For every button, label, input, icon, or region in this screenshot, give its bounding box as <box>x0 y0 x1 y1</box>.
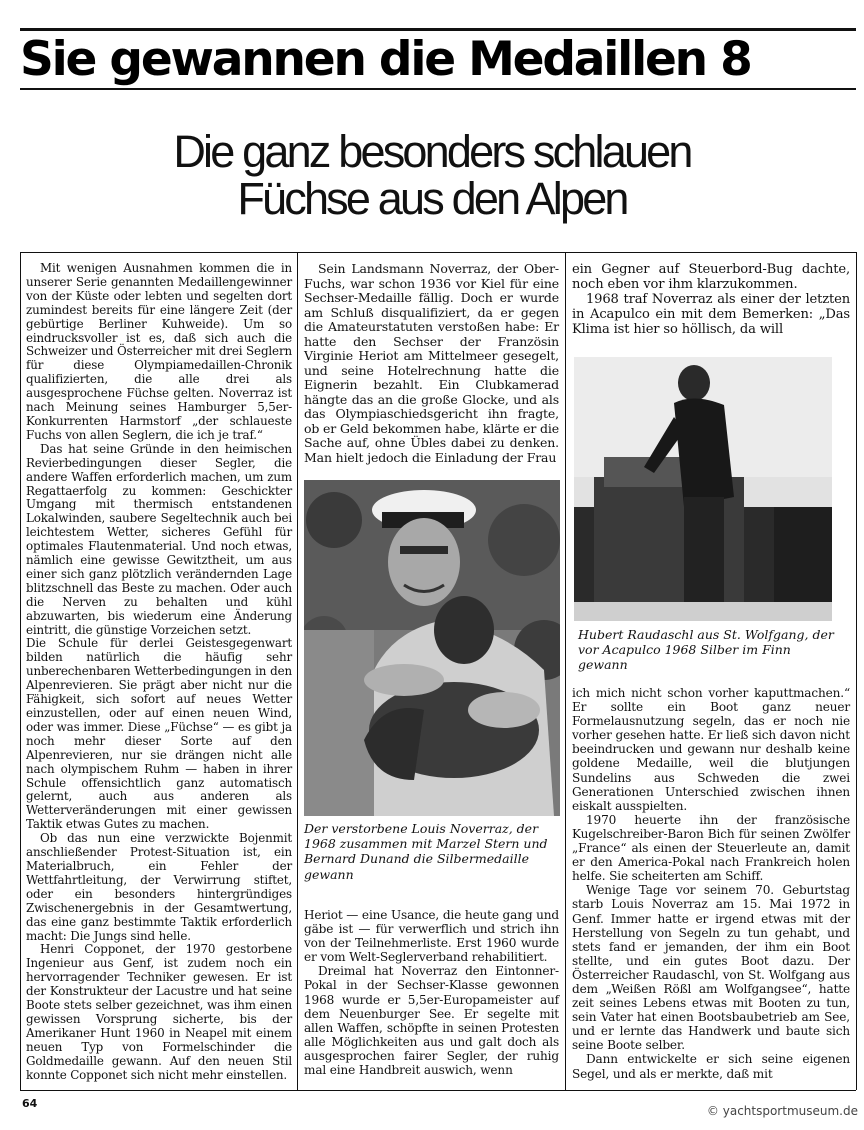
caption-raudaschl: Hubert Raudaschl aus St. Wolfgang, der vor Acapulco 1968 Silber im Finn gewann <box>578 627 834 673</box>
paragraph: ich mich nicht schon vorher kaputtmachen.“ Er sollte ein Boot ganz neuer Formelausnutzung segeln, das er noch nie vorher gesehen hatte. Er ließ sich davon nicht beeindrucken und gewann nur deshalb keine goldene Medaille, weil die blutjungen Sundelins aus Schweden die zwei Generationen Unterschied zwischen ihnen eiskalt ausspielten. <box>572 686 850 813</box>
paragraph: Ob das nun eine verzwickte Bojenmit anschließender Protest-Situation ist, ein Materialbruch, ein Fehler der Wettfahrtleitung, der Verwirrung stiftet, oder ein besonders hintergründiges Zwischenergebnis in der Gesamtwertung, das eine ganz bestimmte Taktik erforderlich macht: Die Jungs sind helle. <box>26 831 292 943</box>
rubric-bar <box>20 28 856 90</box>
paragraph: ein Gegner auf Steuerbord-Bug dachte, noch eben vor ihm klarzukommen. <box>572 262 850 293</box>
series-rubric: Sie gewannen die Medaillen 8 <box>20 32 751 87</box>
column-rule-2 <box>565 252 566 1090</box>
photo-noverraz <box>304 480 560 816</box>
paragraph: Henri Copponet, der 1970 gestorbene Ingenieur aus Genf, ist zudem noch ein hervorragender Techniker gewesen. Er ist der Konstrukteur der Lacustre und hat seine Boote stets selber gezeichnet, was ihm einen gewissen Vorsprung sicherte, bis der Amerikaner Hunt 1960 in Neapel mit einem neuen Typ von Formelschinder die Goldmedaille gewann. Auf den neuen Stil konnte Copponet sich nicht mehr einstellen. <box>26 942 292 1082</box>
headline-rule <box>20 252 856 253</box>
headline-line-2: Füchse aus den Alpen <box>237 173 627 224</box>
paragraph: Mit wenigen Ausnahmen kommen die in unserer Serie genannten Medaillengewinner von der Küste oder lebten und segelten dort zumindest bereits für eine längere Zeit (der gebürtige Berliner Kuhweide). Um so eindrucksvoller ist es, daß sich auch die Schweizer und Österreicher mit drei Seglern für diese Olympiamedaillen-Chronik qualifizierten, die alle drei als ausgesprochene Füchse gelten. Noverraz ist nach Meinung seines Hamburger 5,5er-Konkurrenten Harmstorf „der schlaueste Fuchs von allen Seglern, die ich je traf.“ <box>26 261 292 442</box>
paragraph: Sein Landsmann Noverraz, der Ober-Fuchs, war schon 1936 vor Kiel für eine Sechser-Medaille fällig. Doch er wurde am Schluß disqualifiziert, da er gegen die Amateurstatuten verstoßen habe: Er hatte den Sechser der Französin Virginie Heriot am Mittelmeer gesegelt, und seine Hotelrechnung hatte die Eignerin bezahlt. Ein Clubkamerad hängte das an die große Glocke, und als das Olympiaschiedsgericht ihn fragte, ob er Geld bekommen habe, klärte er die Sache auf, ohne Übles dabei zu denken. Man hielt jedoch die Einladung der Frau <box>304 261 559 465</box>
page-number: 64 <box>22 1097 38 1110</box>
paragraph: Wenige Tage vor seinem 70. Geburtstag starb Louis Noverraz am 15. Mai 1972 in Genf. Immer hatte er irgend etwas mit der Herstellung von Segeln zu tun gehabt, und stets fand er jemanden, der ihm ein Boot stellte, und ein gutes Boot dazu. Der Österreicher Raudaschl, von St. Wolfgang aus dem „Weißen Rößl am Wolfgangsee“, hatte zeit seines Lebens etwas mit Booten zu tun, sein Vater hat einen Bootsbaubetrieb am See, und er lernte das Handwerk und baute sich seine Boote selber. <box>572 883 850 1053</box>
paragraph: Dann entwickelte er sich seine eigenen Segel, und als er merkte, daß mit <box>572 1052 850 1081</box>
headline <box>0 128 864 222</box>
paragraph: 1968 traf Noverraz als einer der letzten in Acapulco ein mit dem Bemerken: „Das Klima ist hier so höllisch, da will <box>572 292 850 338</box>
right-border <box>856 252 857 1090</box>
headline-line-1: Die ganz besonders schlauen <box>173 126 691 177</box>
paragraph: Das hat seine Gründe in den heimischen Revierbedingungen dieser Segler, die andere Waffen erforderlich machen, um zum Regattaerfolg zu kommen: Geschickter Umgang mit thermisch entstandenen Lokalwinden, saubere Segeltechnik auch bei leichtestem Wetter, sicheres Gefühl für optimales Flautenmaterial. Und noch etwas, nämlich eine gewisse Gewitztheit, um aus einer sich ganz plötzlich verändernden Lage blitzschnell das Beste zu machen. Oder auch die Nerven zu behalten und kühl abzuwarten, bis wiederum eine Änderung eintritt, die günstige Vorzeichen setzt. <box>26 441 292 637</box>
photo-noverraz-image <box>304 480 560 816</box>
watermark: © yachtsportmuseum.de <box>706 1104 858 1118</box>
column-rule-1 <box>297 252 298 1090</box>
photo-raudaschl-image <box>574 357 832 621</box>
bottom-rule <box>20 1090 856 1091</box>
column-1 <box>26 262 292 1082</box>
paragraph: Dreimal hat Noverraz den Eintonner-Pokal in der Sechser-Klasse gewonnen 1968 wurde er 5,5er-Europameister auf dem Neuenburger See. Er segelte mit allen Waffen, schöpfte in seinen Protesten alle Möglichkeiten aus und galt doch als ausgesprochen fairer Segler, der ruhig mal eine Handbreit auswich, wenn <box>304 964 559 1078</box>
column-2-bottom <box>304 908 559 1084</box>
paragraph: 1970 heuerte ihn der französische Kugelschreiber-Baron Bich für seinen Zwölfer „France“ als einen der Steuerleute an, damit er den America-Pokal nach Frankreich holen helfe. Sie scheiterten am Schiff. <box>572 812 850 884</box>
paragraph: Die Schule für derlei Geistesgegenwart bilden natürlich die häufig sehr unberechenbaren Wetterbedingungen in den Alpenrevieren. Sie prägt aber nicht nur die Fähigkeit, sich sofort auf neues Wetter einzustellen, oder auf einen neuen Wind, oder was immer. Diese „Füchse“ — es gibt ja noch mehr dieser Sorte auf den Alpenrevieren, nur sie drängen nicht alle nach olympischem Ruhm — haben in ihrer Schule offensichtlich ganz automatisch gelernt, auch aus anderen als Wetterveränderungen mit einer gewissen Taktik etwas Gutes zu machen. <box>26 636 292 832</box>
caption-noverraz: Der verstorbene Louis Noverraz, der 1968 zusammen mit Marzel Stern und Bernard Dunand die Silbermedaille gewann <box>304 821 548 882</box>
left-border <box>20 252 21 1090</box>
paragraph: Heriot — eine Usance, die heute gang und gäbe ist — für verwerflich und strich ihn von der Teilnehmerliste. Erst 1960 wurde er vom Welt-Seglerverband rehabilitiert. <box>304 908 559 965</box>
column-3-bottom <box>572 686 850 1086</box>
photo-raudaschl <box>574 357 832 621</box>
column-2-top <box>304 262 559 474</box>
column-3-top <box>572 262 850 342</box>
